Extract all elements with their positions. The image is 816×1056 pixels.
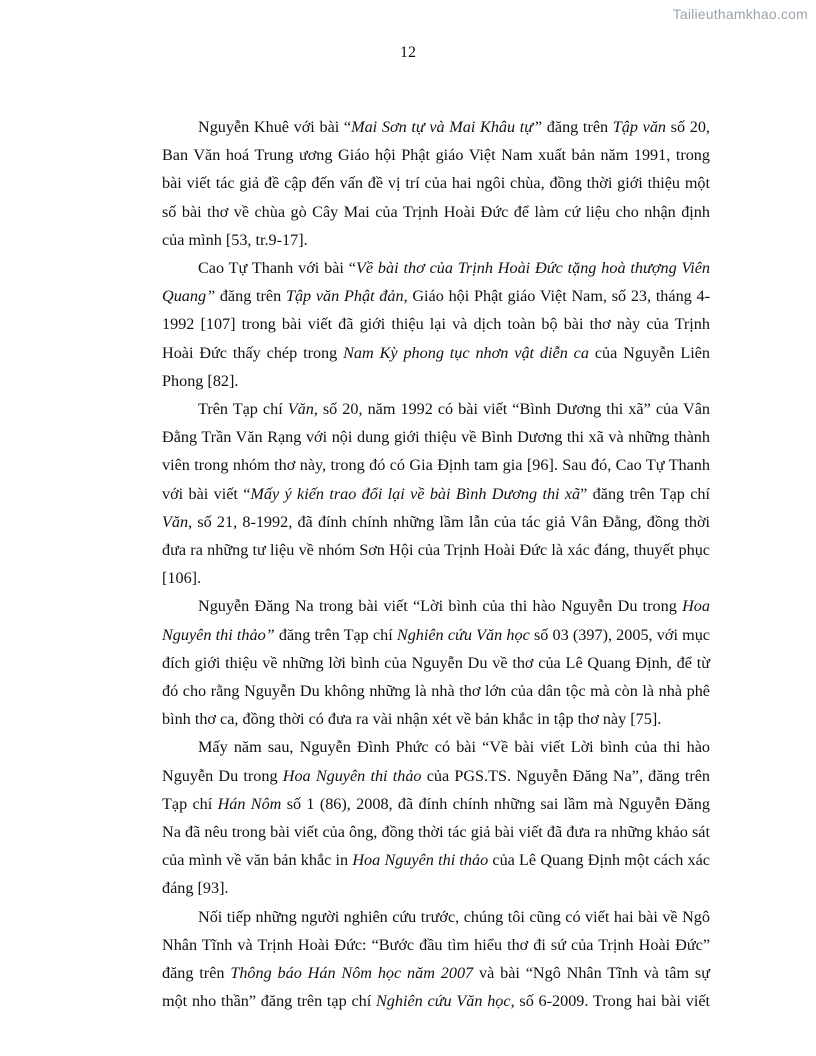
italic-title: Nghiên cứu Văn học <box>396 625 530 644</box>
text-run: Nối tiếp những người nghiên cứu trước, chúng tôi cũng có viết hai bài về Ngô Nhân Tĩnh và Trịnh Hoài Đức: “Bước đầu tìm hiểu thơ đi sứ của Trịnh Hoài Đức” đăng trên <box>162 907 710 983</box>
italic-title: Mai Sơn tự và Mai Khâu tự” <box>351 118 543 136</box>
text-run: số 03 (397), 2005, với mục đích giới thiệu về những lời bình của Nguyễn Du về thơ của Lê Quang Định, để từ đó cho rằng Nguyễn Du không những là nhà thơ lớn của dân tộc mà còn là nhà phê bình thơ ca, đồng thời có đưa ra vài nhận xét về bản khắc in tập thơ này [75]. <box>162 625 710 729</box>
page-number: 12 <box>400 44 416 61</box>
italic-title: Văn <box>287 400 314 419</box>
italic-title: Về bài thơ của Trịnh Hoài Đức tặng hoà thượng Viên Quang” <box>162 259 710 306</box>
document-body <box>162 113 710 1016</box>
italic-title: Nam Kỳ phong tục nhơn vật diễn ca <box>343 343 589 362</box>
paragraph <box>162 592 710 733</box>
watermark: Tailieuthamkhao.com <box>672 6 808 22</box>
text-run: , số 21, 8-1992, đã đính chính những lầm lẫn của tác giả Vân Đằng, đồng thời đưa ra những tư liệu về nhóm Sơn Hội của Trịnh Hoài Đức là xác đáng, thuyết phục [106]. <box>162 512 710 588</box>
text-run: của Lê Quang Định một cách xác đáng [93]. <box>162 851 710 898</box>
paragraph <box>162 903 710 1016</box>
text-run: của Nguyễn Liên Phong [82]. <box>162 343 710 390</box>
italic-title: Tập văn Phật đản <box>285 287 404 306</box>
italic-title: Hoa Nguyên thi thảo <box>282 766 422 785</box>
italic-title: Hoa Nguyên thi thảo” <box>162 597 710 644</box>
italic-title: Hán Nôm <box>217 794 282 813</box>
text-run: Mấy năm sau, Nguyễn Đình Phức có bài “Về bài viết Lời bình của thi hào Nguyễn Du trong <box>162 738 710 785</box>
text-run: số 1 (86), 2008, đã đính chính những sai lầm mà Nguyễn Đăng Na đã nêu trong bài viết của ông, đồng thời tác giả bài viết đã đưa ra những khảo sát của mình về văn bản khắc in <box>162 794 710 870</box>
italic-title: Hoa Nguyên thi thảo <box>352 851 489 870</box>
paragraph <box>162 395 710 592</box>
text-run: của PGS.TS. Nguyễn Đăng Na”, đăng trên Tạp chí <box>162 766 710 813</box>
text-run: số 20, Ban Văn hoá Trung ương Giáo hội Phật giáo Việt Nam xuất bản năm 1991, trong bài viết tác giả đề cập đến vấn đề vị trí của hai ngôi chùa, đồng thời giới thiệu một số bài thơ về chùa gò Cây Mai của Trịnh Hoài Đức để làm cứ liệu cho nhận định của mình [53, tr.9-17]. <box>162 118 710 249</box>
italic-title: Nghiên cứu Văn học <box>376 992 511 1011</box>
text-run: Nguyễn Đăng Na trong bài viết “Lời bình của thi hào Nguyễn Du trong <box>198 597 683 616</box>
text-run: , số 6-2009. Trong hai bài viết <box>510 992 710 1011</box>
text-run: đăng trên <box>542 118 613 136</box>
italic-title: Văn <box>162 512 189 531</box>
paragraph <box>162 113 710 254</box>
text-run: và bài “Ngô Nhân Tĩnh và tâm sự một nho thần” đăng trên tạp chí <box>162 964 710 1011</box>
text-run: ” đăng trên Tạp chí <box>580 484 710 503</box>
text-run: Nguyễn Khuê với bài “ <box>198 118 352 136</box>
text-run: Cao Tự Thanh với bài “ <box>198 259 356 278</box>
text-run: Trên Tạp chí <box>198 400 288 419</box>
italic-title: Thông báo Hán Nôm học năm 2007 <box>230 964 474 983</box>
italic-title: Mấy ý kiến trao đổi lại về bài Bình Dương thi xã <box>250 484 581 503</box>
text-run: đăng trên Tạp chí <box>274 625 397 644</box>
paragraph <box>162 733 710 902</box>
text-run: , số 20, năm 1992 có bài viết “Bình Dương thi xã” của Vân Đằng Trần Văn Rạng với nội dung giới thiệu về Bình Dương thi xã và những thành viên trong nhóm thơ này, trong đó có Gia Định tam gia [96]. Sau đó, Cao Tự Thanh với bài viết “ <box>162 400 710 503</box>
paragraph <box>162 254 710 395</box>
italic-title: Tập văn <box>612 118 667 136</box>
text-run: , Giáo hội Phật giáo Việt Nam, số 23, tháng 4-1992 [107] trong bài viết đã giới thiệu lại và dịch toàn bộ bài thơ này của Trịnh Hoài Đức thấy chép trong <box>162 287 710 362</box>
text-run: đăng trên <box>215 287 286 306</box>
